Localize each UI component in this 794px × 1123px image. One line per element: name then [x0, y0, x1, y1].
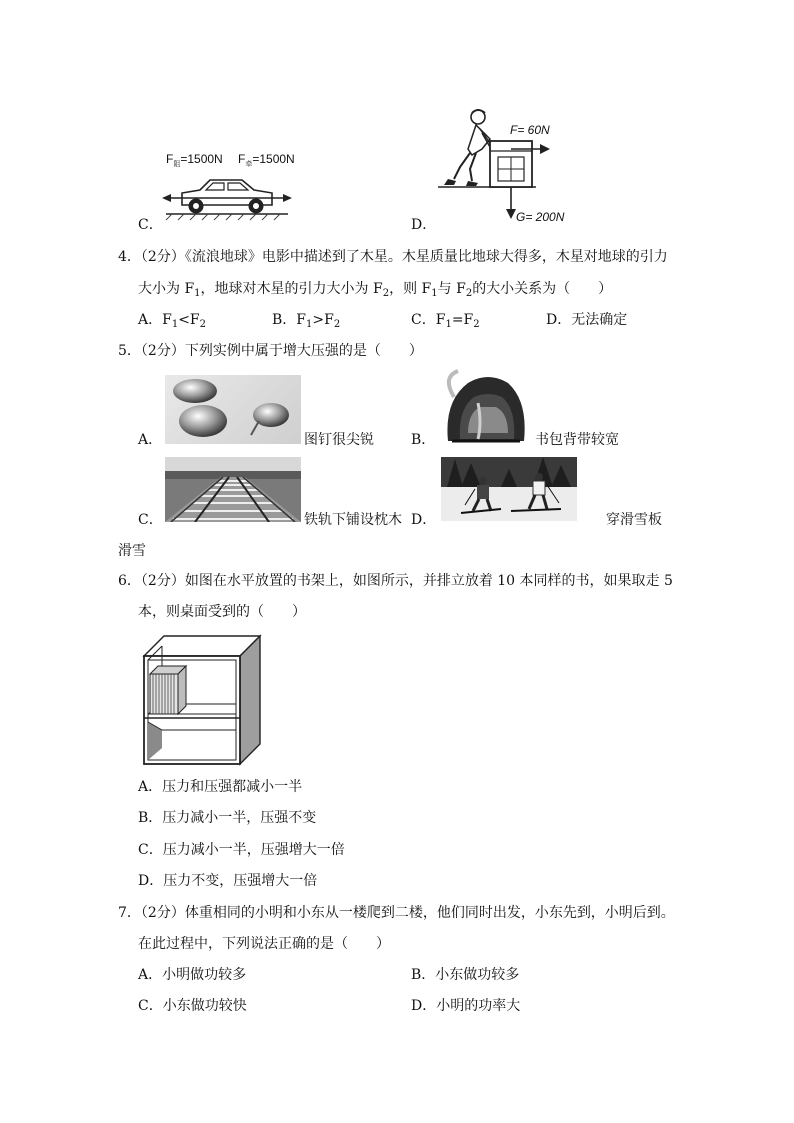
schoolbag-photo [438, 367, 533, 446]
q5-option-c-letter: C． [138, 512, 163, 528]
q7-option-b[interactable]: B．小东做功较多 [411, 967, 520, 983]
q6-option-d[interactable]: D．压力不变，压强增大一倍 [138, 873, 318, 889]
q6-stem-line2: 本，则桌面受到的（ ） [138, 604, 306, 620]
q4-option-a[interactable]: A．$F_1<F_2$ [138, 312, 207, 330]
q4-option-b[interactable]: B．$F_1>F_2$ [272, 312, 341, 330]
q5-option-b-letter: B． [411, 432, 436, 448]
q5-option-a-letter: A． [138, 432, 163, 448]
skiing-photo [441, 457, 577, 521]
q6-option-c[interactable]: C．压力减小一半，压强增大一倍 [138, 842, 345, 858]
q6-option-a[interactable]: A．压力和压强都减小一半 [138, 779, 303, 795]
q5-option-b-caption: 书包背带较宽 [535, 432, 619, 448]
bookshelf-figure [138, 632, 264, 768]
friction-force-label: $F_阻=1500N$ [166, 152, 223, 168]
q4-stem-line2: 大小为 $F_1$，地球对木星的引力大小为 $F_2$，则 $F_1$与 $F_2$的大小关系为（ ） [138, 281, 613, 299]
q7-stem-line1: 7．（2分）体重相同的小明和小东从一楼爬到二楼，他们同时出发，小东先到，小明后到。 [118, 905, 675, 921]
traction-force-label: $F_牵=1500N$ [238, 152, 295, 168]
q4-stem-line1: 4．（2分）《流浪地球》电影中描述到了木星。木星质量比地球大得多，木星对地球的引力 [118, 249, 668, 265]
q7-option-c[interactable]: C．小东做功较快 [138, 998, 247, 1014]
q5-option-a-caption: 图钉很尖锐 [304, 432, 374, 448]
q5-option-c-caption: 铁轨下铺设枕木 [304, 512, 402, 528]
q4-option-d[interactable]: D．无法确定 [546, 312, 628, 328]
q5-option-d-caption-wrap: 滑雪 [118, 543, 146, 559]
railway-photo [165, 457, 301, 522]
q7-option-d[interactable]: D．小明的功率大 [411, 998, 521, 1014]
q7-option-a[interactable]: A．小明做功较多 [138, 967, 247, 983]
q6-stem-line1: 6．（2分）如图在水平放置的书架上，如图所示，并排立放着 10 本同样的书，如果取走 5 [118, 573, 673, 589]
q7-stem-line2: 在此过程中，下列说法正确的是（ ） [138, 936, 390, 952]
push-force-label: F= 60N [510, 123, 550, 137]
thumbtack-photo [165, 375, 301, 444]
gravity-label: G= 200N [516, 210, 565, 224]
q6-option-b[interactable]: B．压力减小一半，压强不变 [138, 810, 317, 826]
q3-option-d-letter: D． [411, 217, 437, 233]
q5-option-d-letter: D． [411, 512, 437, 528]
q4-option-c[interactable]: C．$F_1=F_2$ [411, 312, 480, 330]
q5-option-d-caption: 穿滑雪板 [606, 512, 662, 528]
q5-stem: 5．（2分）下列实例中属于增大压强的是（ ） [118, 343, 423, 359]
q3-option-c-letter: C． [138, 217, 163, 233]
